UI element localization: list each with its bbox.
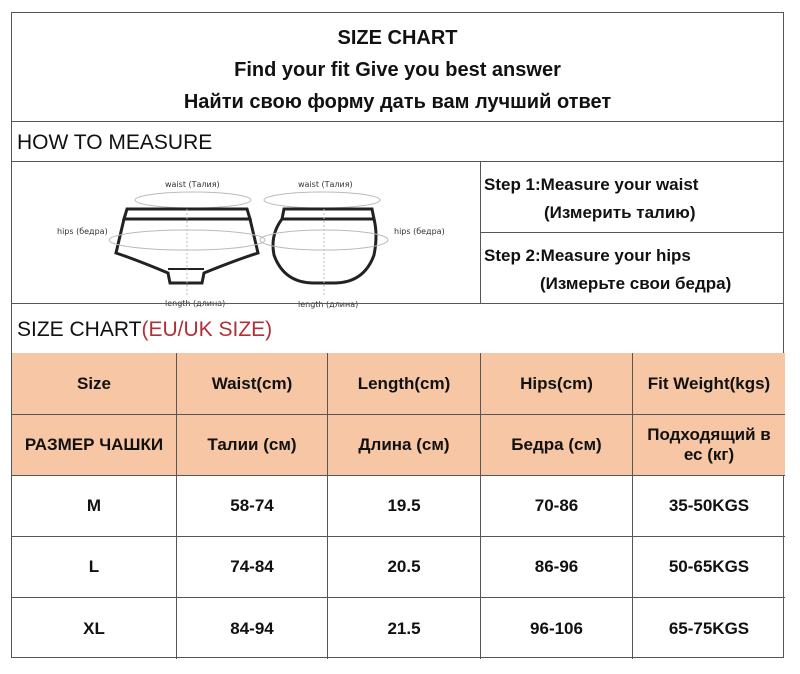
length-label-right: length (длина)	[298, 300, 359, 309]
header-cell-en: Length(cm)	[328, 353, 481, 415]
size-cell: 86-96	[481, 537, 633, 598]
header-cell-en: Waist(cm)	[177, 353, 328, 415]
step2-russian: (Измерьте свои бедра)	[540, 274, 732, 293]
measurement-figure	[52, 165, 452, 309]
header-cell-ru: Длина (см)	[328, 415, 481, 476]
size-cell: M	[12, 476, 177, 537]
subtitle-russian: Найти свою форму дать вам лучший ответ	[183, 91, 612, 113]
header-cell-ru: Талии (см)	[177, 415, 328, 476]
size-cell: L	[12, 537, 177, 598]
brief-front-illustration	[109, 192, 265, 297]
size-cell: 70-86	[481, 476, 633, 537]
size-chart-frame	[11, 12, 784, 658]
how-to-measure-title: HOW TO MEASURE	[17, 131, 213, 154]
size-cell: 58-74	[177, 476, 328, 537]
waist-label-right: waist (Талия)	[298, 180, 353, 189]
waist-label-left: waist (Талия)	[165, 180, 220, 189]
divider	[12, 121, 783, 122]
length-label-left: length (длина)	[165, 299, 226, 308]
hips-label-left: hips (бедра)	[57, 227, 108, 236]
size-chart-title: SIZE CHART(EU/UK SIZE)	[17, 318, 273, 341]
header-cell-ru: Бедра (см)	[481, 415, 633, 476]
size-cell: 96-106	[481, 598, 633, 659]
size-cell: 74-84	[177, 537, 328, 598]
size-cell: 19.5	[328, 476, 481, 537]
header-cell-ru: Подходящий в ес (кг)	[633, 415, 785, 476]
chart-title: SIZE CHART	[337, 27, 458, 49]
header-cell-ru: РАЗМЕР ЧАШКИ	[12, 415, 177, 476]
size-cell: 84-94	[177, 598, 328, 659]
header-cell-en: Fit Weight(kgs)	[633, 353, 785, 415]
size-cell: 65-75KGS	[668, 618, 750, 638]
subtitle-english: Find your fit Give you best answer	[234, 59, 561, 81]
header-cell-en: Hips(cm)	[481, 353, 633, 415]
size-cell: 35-50KGS	[633, 476, 785, 537]
size-cell: 20.5	[328, 537, 481, 598]
step1-english: Step 1:Measure your waist	[484, 175, 699, 194]
step2-english: Step 2:Measure your hips	[484, 246, 691, 265]
step1-russian: (Измерить талию)	[544, 203, 696, 222]
header-cell-en: Size	[12, 353, 177, 415]
size-cell: XL	[12, 598, 177, 659]
divider	[480, 232, 783, 233]
brief-back-illustration	[260, 192, 388, 297]
divider	[12, 161, 783, 162]
size-cell: 21.5	[328, 598, 481, 659]
size-cell: 50-65KGS	[633, 537, 785, 598]
divider	[12, 303, 783, 304]
hips-label-right: hips (бедра)	[394, 227, 445, 236]
